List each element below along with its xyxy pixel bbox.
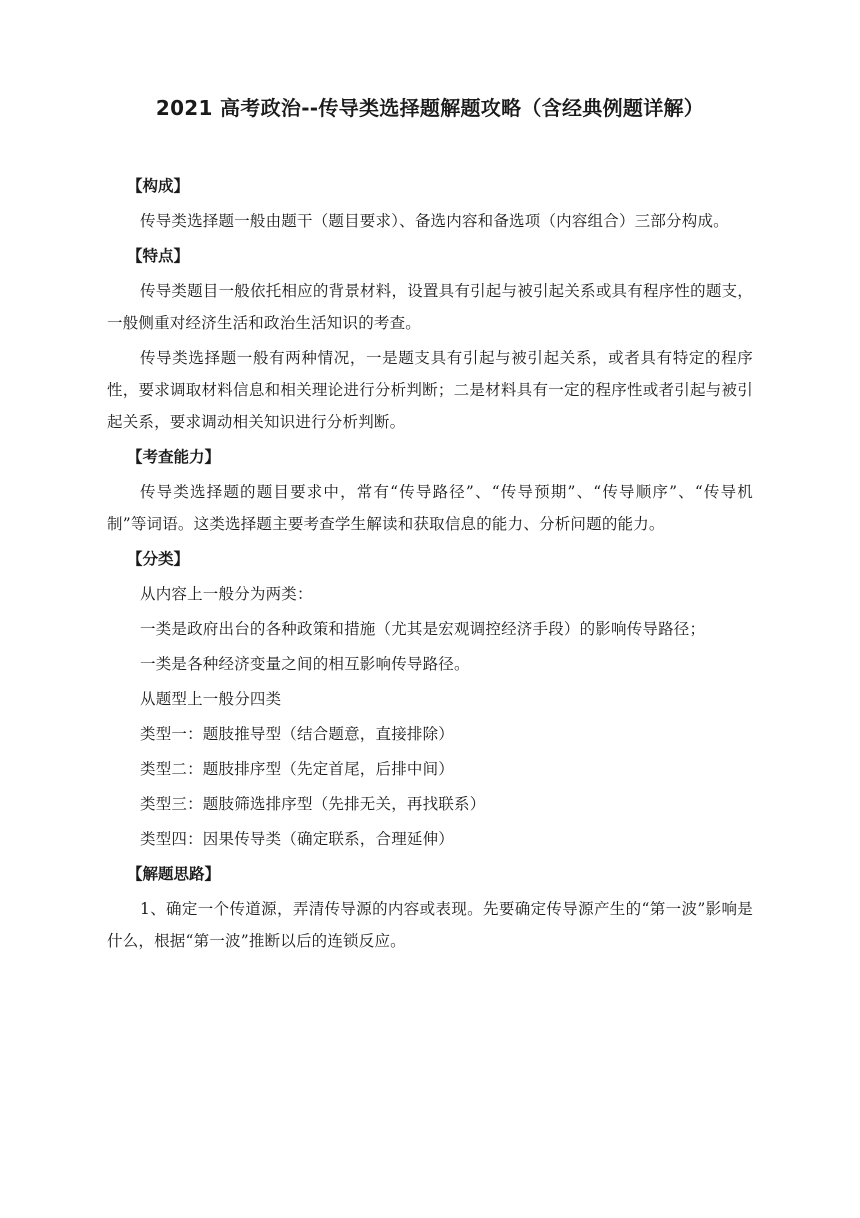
paragraph-ability: 传导类选择题的题目要求中，常有“传导路径”、“传导预期”、“传导顺序”、“传导机制”等词语。这类选择题主要考查学生解读和获取信息的能力、分析问题的能力。 <box>107 483 753 533</box>
classification-line: 类型二：题肢排序型（先定首尾，后排中间） <box>140 760 455 778</box>
classification-line: 类型三：题肢筛选排序型（先排无关，再找联系） <box>140 795 486 813</box>
heading-composition: 【构成】 <box>127 177 190 195</box>
classification-line: 类型四：因果传导类（确定联系，合理延伸） <box>140 830 455 848</box>
heading-features: 【特点】 <box>127 247 190 265</box>
classification-line: 一类是各种经济变量之间的相互影响传导路径。 <box>140 655 470 673</box>
classification-line: 类型一：题肢推导型（结合题意，直接排除） <box>140 725 455 743</box>
heading-ability: 【考查能力】 <box>127 448 221 466</box>
classification-line: 从题型上一般分四类 <box>140 690 282 708</box>
paragraph-composition: 传导类选择题一般由题干（题目要求）、备选内容和备选项（内容组合）三部分构成。 <box>140 212 729 230</box>
document-title: 2021 高考政治--传导类选择题解题攻略（含经典例题详解） <box>155 96 705 120</box>
document-body <box>107 170 753 960</box>
paragraph-features-1: 传导类题目一般依托相应的背景材料，设置具有引起与被引起关系或具有程序性的题支，一般侧重对经济生活和政治生活知识的考查。 <box>107 282 753 332</box>
heading-classification: 【分类】 <box>127 550 190 568</box>
classification-line: 从内容上一般分为两类： <box>140 585 313 603</box>
paragraph-approach-1: 1、确定一个传道源，弄清传导源的内容或表现。先要确定传导源产生的“第一波”影响是什么，根据“第一波”推断以后的连锁反应。 <box>107 900 753 950</box>
classification-line: 一类是政府出台的各种政策和措施（尤其是宏观调控经济手段）的影响传导路径； <box>140 620 706 638</box>
paragraph-features-2: 传导类选择题一般有两种情况，一是题支具有引起与被引起关系，或者具有特定的程序性，要求调取材料信息和相关理论进行分析判断；二是材料具有一定的程序性或者引起与被引起关系，要求调动相关知识进行分析判断。 <box>107 349 753 431</box>
heading-approach: 【解题思路】 <box>127 865 221 883</box>
